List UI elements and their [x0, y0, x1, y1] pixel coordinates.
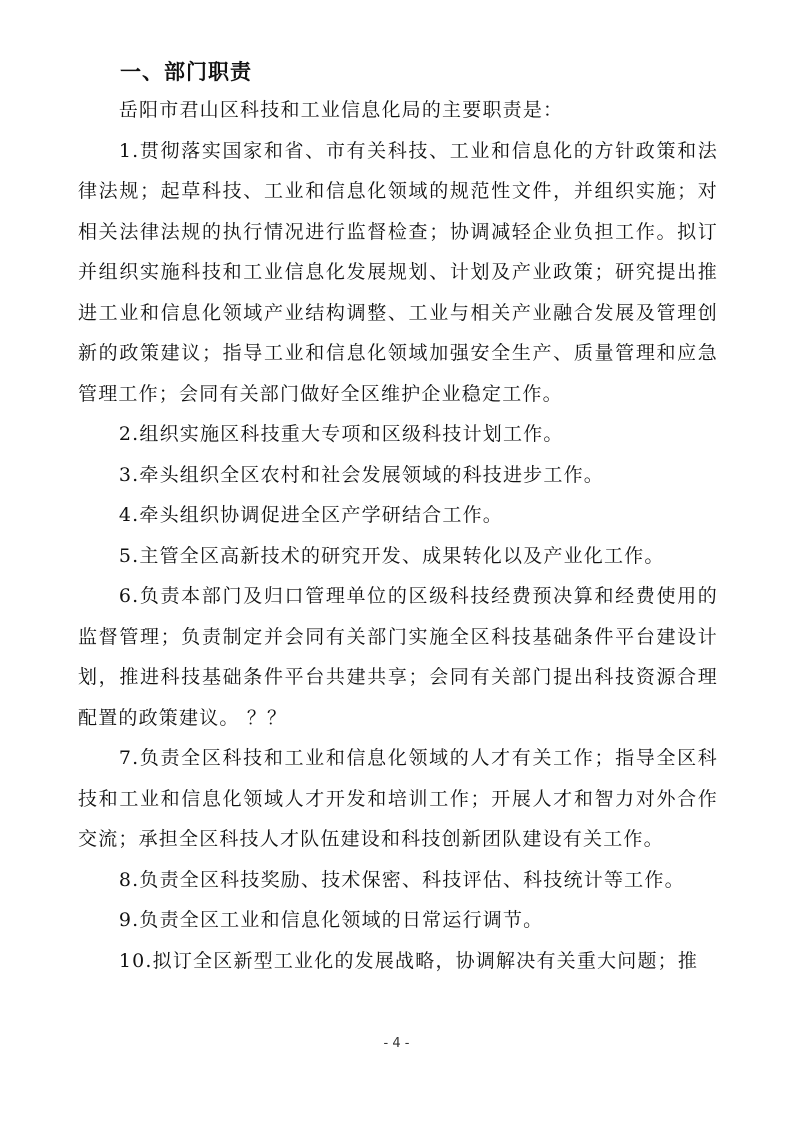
duty-paragraph-9: 9.负责全区工业和信息化领域的日常运行调节。	[118, 909, 544, 931]
duty-paragraph-2: 2.组织实施区科技重大专项和区级科技计划工作。	[118, 423, 564, 445]
intro-paragraph: 岳阳市君山区科技和工业信息化局的主要职责是：	[118, 99, 564, 121]
duty-paragraph-6: 6.负责本部门及归口管理单位的区级科技经费预决算和经费使用的监督管理；负责制定并会同有关部门实施全区科技基础条件平台建设计划，推进科技基础条件平台共建共享；会同有关部门提出科技资源合理配置的政策建议。 ？？	[78, 585, 718, 729]
duty-paragraph-7: 7.负责全区科技和工业和信息化领域的人才有关工作；指导全区科技和工业和信息化领域人才开发和培训工作；开展人才和智力对外合作交流；承担全区科技人才队伍建设和科技创新团队建设有关工作。	[78, 747, 718, 850]
duty-paragraph-3: 3.牵头组织全区农村和社会发展领域的科技进步工作。	[118, 463, 604, 486]
section-heading: 一、部门职责	[120, 60, 252, 84]
duty-paragraph-8: 8.负责全区科技奖励、技术保密、科技评估、科技统计等工作。	[118, 868, 685, 891]
duty-paragraph-10: 10.拟订全区新型工业化的发展战略，协调解决有关重大问题；推	[118, 949, 699, 972]
duty-paragraph-1: 1.贯彻落实国家和省、市有关科技、工业和信息化的方针政策和法律法规；起草科技、工业和信息化领域的规范性文件，并组织实施；对相关法律法规的执行情况进行监督检查；协调减轻企业负担工作。拟订并组织实施科技和工业信息化发展规划、计划及产业政策；研究提出推进工业和信息化领域产业结构调整、工业与相关产业融合发展及管理创新的政策建议；指导工业和信息化领域加强安全生产、质量管理和应急管理工作；会同有关部门做好全区维护企业稳定工作。	[78, 139, 718, 405]
page-number: - 4 -	[383, 1036, 410, 1051]
duty-paragraph-5: 5.主管全区高新技术的研究开发、成果转化以及产业化工作。	[118, 544, 665, 567]
duty-paragraph-4: 4.牵头组织协调促进全区产学研结合工作。	[118, 504, 503, 526]
document-body	[78, 90, 718, 981]
